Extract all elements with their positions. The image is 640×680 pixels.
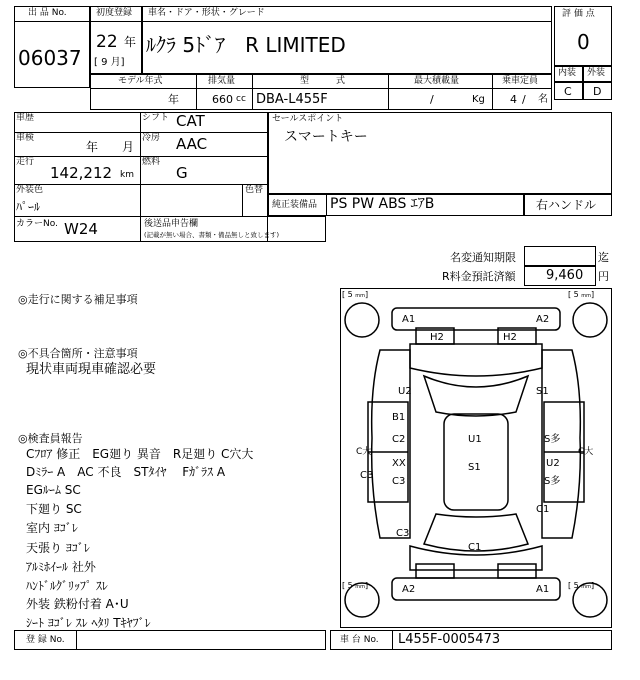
car-label: 車名・ドア・形状・グレード bbox=[148, 8, 265, 18]
deadline-label: 名変通知期限 bbox=[450, 251, 516, 264]
ext-color-value: ﾊﾟｰﾙ bbox=[16, 200, 41, 214]
first-reg-year-unit: 年 bbox=[124, 35, 137, 49]
info-row-1 bbox=[14, 132, 268, 133]
fuel-label: 燃料 bbox=[142, 157, 161, 167]
capacity-value: 4 bbox=[510, 93, 517, 106]
chassis-label: 車 台 No. bbox=[340, 635, 379, 645]
spec-col-4 bbox=[492, 74, 493, 110]
inspection-label: 車検 bbox=[16, 133, 35, 143]
inspector-line: 下廻り SC bbox=[26, 502, 82, 516]
score-label: 評 価 点 bbox=[562, 9, 595, 19]
mark-c-large-right: C大 bbox=[578, 447, 594, 457]
inspector-line: Dﾐﾗｰ A AC 不良 STﾀｲﾔ Fｶﾞﾗｽ A bbox=[26, 465, 226, 479]
displacement-value: 660 bbox=[212, 93, 233, 106]
diagram-frame bbox=[341, 289, 612, 628]
mark-c3-left: C3 bbox=[360, 470, 374, 481]
first-reg-month: [ 9 月] bbox=[94, 57, 125, 68]
deadline-unit: 迄 bbox=[598, 251, 609, 264]
type-value: DBA-L455F bbox=[256, 92, 328, 107]
tire-br: [ 5 mm] bbox=[568, 581, 595, 590]
max-load-label: 最大積載量 bbox=[414, 76, 460, 86]
rear-bumper bbox=[392, 578, 560, 600]
fee-value: 9,460 bbox=[546, 268, 584, 283]
capacity-unit: 名 bbox=[538, 94, 548, 105]
mark-c1-right: C1 bbox=[536, 504, 550, 515]
first-reg-year: 22 bbox=[96, 32, 118, 52]
sales-point-value: スマートキー bbox=[284, 129, 368, 145]
model-year-label: モデル年式 bbox=[118, 76, 163, 86]
mark-xx: XX bbox=[392, 458, 406, 469]
windshield bbox=[424, 376, 528, 416]
mark-u2: U2 bbox=[398, 386, 412, 397]
type-label: 型 式 bbox=[300, 76, 346, 86]
inspector-line: Cﾌﾛｱ 修正 EG廻り 異音 R足廻り C穴大 bbox=[26, 447, 254, 461]
mark-c2: C2 bbox=[392, 434, 406, 445]
max-load-unit: Kg bbox=[472, 94, 485, 105]
lot-number: 06037 bbox=[18, 46, 82, 70]
mark-a2-top: A2 bbox=[536, 314, 550, 325]
exterior-label: 外装 bbox=[587, 68, 606, 78]
mark-h2-left: H2 bbox=[430, 332, 444, 343]
tire-bl: [ 5 mm] bbox=[342, 581, 369, 590]
inspector-label: ◎検査員報告 bbox=[18, 432, 83, 445]
inspector-line: 室内 ﾖｺﾞﾚ bbox=[26, 521, 78, 535]
mileage-unit: km bbox=[120, 170, 134, 180]
mark-u1: U1 bbox=[468, 434, 482, 445]
taillamp-right bbox=[498, 564, 536, 578]
mark-s1-right: S1 bbox=[536, 386, 549, 397]
steering-value: 右ハンドル bbox=[536, 198, 597, 212]
front-bumper bbox=[392, 308, 560, 330]
fee-unit: 円 bbox=[598, 270, 609, 283]
inspector-line: 外装 鉄粉付着 A･U bbox=[26, 597, 129, 611]
spec-col-3 bbox=[388, 74, 389, 110]
info-row-2 bbox=[14, 156, 268, 157]
defects-label: ◎不具合箇所・注意事項 bbox=[18, 347, 138, 360]
ac-value: AAC bbox=[176, 135, 208, 153]
inspection-month: 月 bbox=[122, 140, 135, 154]
mark-c1-bottom: C1 bbox=[468, 542, 482, 553]
sales-point-label: セールスポイント bbox=[272, 114, 344, 124]
mark-c-large-left: C大 bbox=[356, 447, 372, 457]
mark-s-many-2: S多 bbox=[544, 476, 561, 487]
spec-col-1 bbox=[196, 74, 197, 110]
wheel-front-right bbox=[573, 303, 607, 337]
chassis-no: L455F-0005473 bbox=[398, 632, 501, 647]
inspector-line: ｱﾙﾐﾎｲｰﾙ 社外 bbox=[26, 560, 96, 574]
inspector-line: ﾊﾝﾄﾞﾙｸﾞﾘｯﾌﾟ ｽﾚ bbox=[26, 579, 108, 593]
inspector-line: ｼｰﾄ ﾖｺﾞﾚ ｽﾚ ﾍﾀﾘ Tｷﾔﾌﾞﾚ bbox=[26, 616, 151, 630]
max-load-slash: / bbox=[430, 93, 434, 106]
interior-grade: C bbox=[564, 85, 572, 98]
shift-value: CAT bbox=[176, 112, 205, 130]
model-year-unit: 年 bbox=[168, 93, 179, 106]
history-label: 車歴 bbox=[16, 113, 35, 123]
mark-c3-bottom: C3 bbox=[396, 528, 410, 539]
mileage-label: 走行 bbox=[16, 157, 35, 167]
color-change-label: 色替 bbox=[245, 185, 264, 195]
car-outline bbox=[368, 308, 584, 600]
mark-a1-top: A1 bbox=[402, 314, 416, 325]
color-no-value: W24 bbox=[64, 220, 98, 238]
lot-label: 出 品 No. bbox=[28, 8, 67, 18]
inspector-line: 天張り ﾖｺﾞﾚ bbox=[26, 541, 90, 555]
wheel-front-left bbox=[345, 303, 379, 337]
interior-label: 内装 bbox=[558, 68, 577, 78]
mark-a2-bottom: A2 bbox=[402, 584, 416, 595]
driving-notes-label: ◎走行に関する補足事項 bbox=[18, 293, 138, 306]
ac-label: 冷房 bbox=[142, 133, 161, 143]
mark-b1: B1 bbox=[392, 412, 406, 423]
equipment-col bbox=[326, 194, 327, 216]
mileage-value: 142,212 bbox=[50, 164, 113, 182]
mark-a1-bottom: A1 bbox=[536, 584, 550, 595]
inspector-line: EGﾙｰﾑ SC bbox=[26, 483, 81, 497]
spec-divider bbox=[90, 88, 552, 89]
shift-label: シフト bbox=[142, 113, 170, 123]
equipment-value: PS PW ABS ｴｱB bbox=[330, 196, 435, 212]
tire-tl: [ 5 mm] bbox=[342, 290, 369, 299]
tire-tr: [ 5 mm] bbox=[568, 290, 595, 299]
declaration-note: (記載が無い場合、書類・備品無しと致します) bbox=[144, 231, 280, 239]
mark-u2-right: U2 bbox=[546, 458, 560, 469]
mark-h2-right: H2 bbox=[503, 332, 517, 343]
equipment-label: 純正装備品 bbox=[272, 200, 318, 210]
displacement-label: 排気量 bbox=[208, 76, 236, 86]
sales-point-box bbox=[268, 112, 612, 194]
reg-no-label: 登 録 No. bbox=[26, 635, 65, 645]
capacity-sep: / bbox=[522, 93, 526, 106]
spec-col-2 bbox=[252, 74, 253, 110]
color-no-label: カラーNo. bbox=[16, 219, 58, 229]
damage-marks bbox=[356, 314, 593, 595]
mark-s1-center: S1 bbox=[468, 462, 481, 473]
car-damage-diagram bbox=[340, 288, 612, 628]
taillamp-left bbox=[416, 564, 454, 578]
mark-s-many-1: S多 bbox=[544, 434, 561, 445]
car-name: ﾙｸﾗ 5ﾄﾞｱ R LIMITED bbox=[146, 33, 346, 57]
first-reg-label: 初度登録 bbox=[96, 8, 133, 18]
hood bbox=[410, 344, 542, 376]
reg-no-col bbox=[76, 630, 77, 650]
fee-label: R料金預託済額 bbox=[442, 270, 516, 283]
fuel-value: G bbox=[176, 164, 188, 182]
color-change-col bbox=[242, 184, 243, 216]
mark-c3-2: C3 bbox=[392, 476, 406, 487]
chassis-col bbox=[392, 630, 393, 650]
ext-color-label: 外装色 bbox=[16, 185, 44, 195]
declaration-label: 後送品申告欄 bbox=[144, 219, 199, 229]
defects-text: 現状車両現車確認必要 bbox=[26, 362, 157, 377]
inspection-year: 年 bbox=[86, 140, 99, 154]
displacement-unit: cc bbox=[236, 94, 246, 104]
score-value: 0 bbox=[577, 30, 590, 54]
declaration-box bbox=[140, 216, 326, 242]
capacity-label: 乗車定員 bbox=[502, 76, 539, 86]
info-row-3 bbox=[14, 184, 268, 185]
deadline-box bbox=[524, 246, 596, 266]
exterior-grade: D bbox=[593, 85, 602, 98]
